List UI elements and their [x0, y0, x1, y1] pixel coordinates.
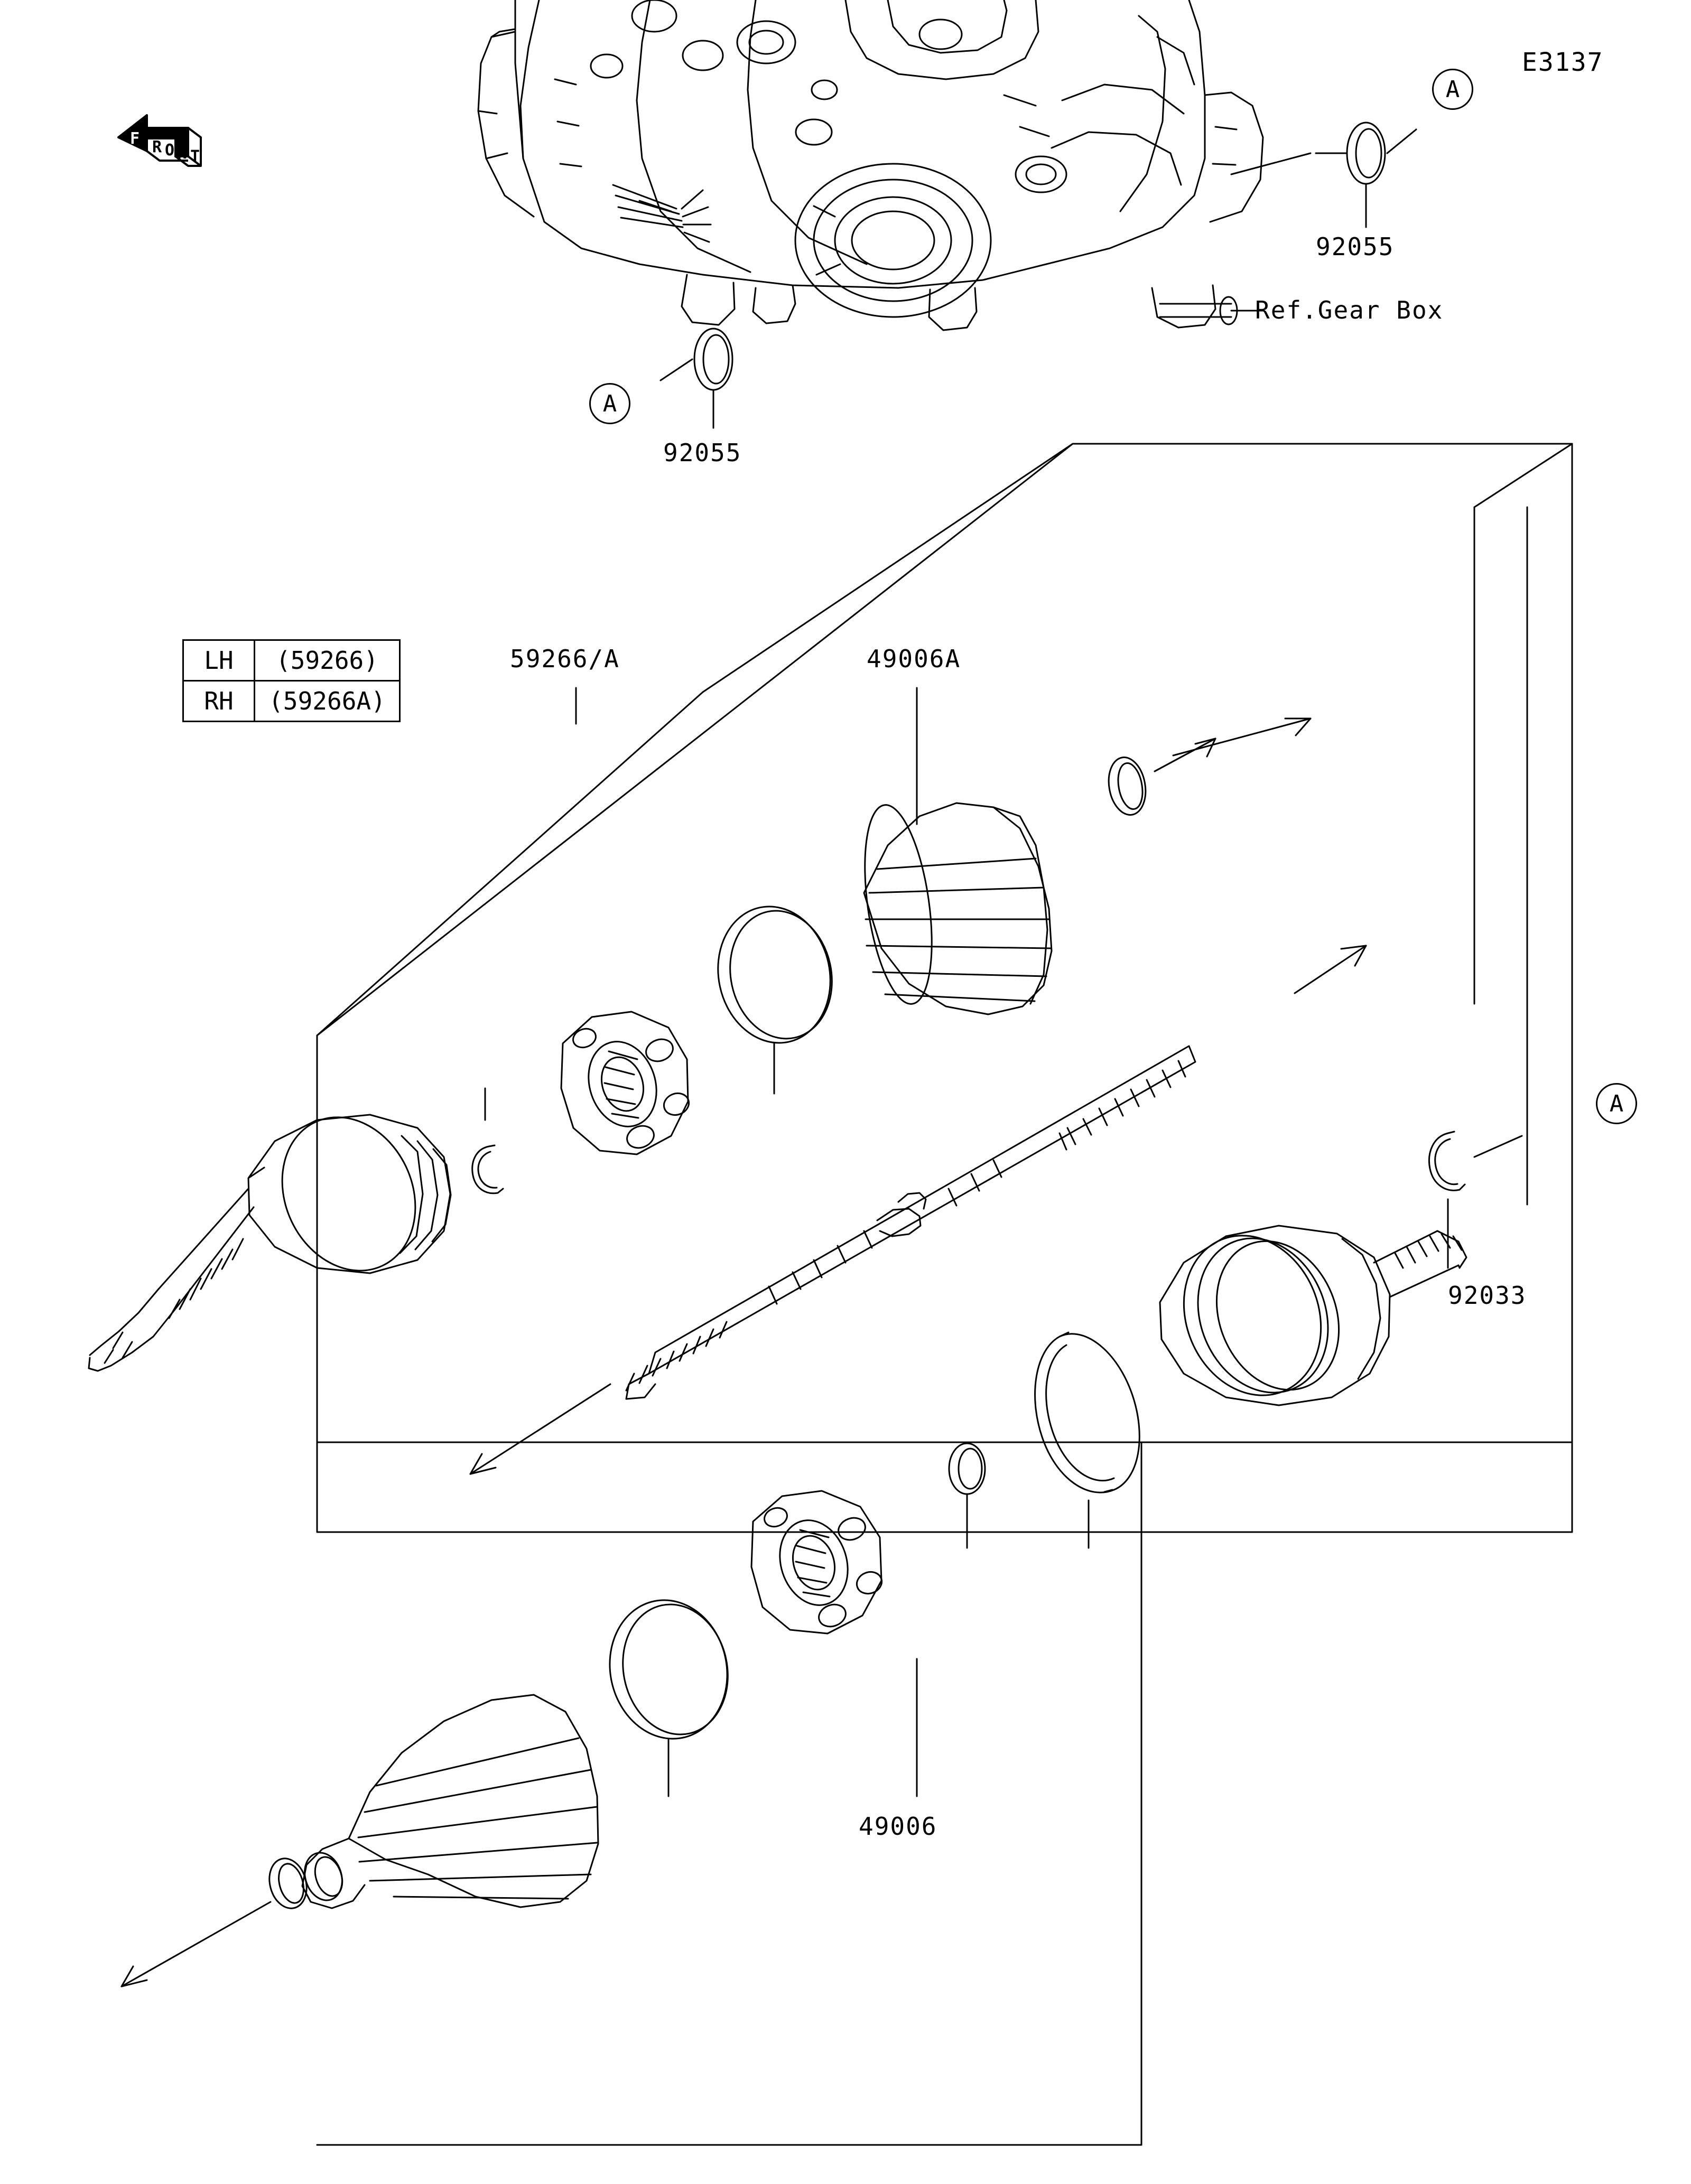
oring-left — [661, 329, 732, 428]
svg-text:O: O — [165, 141, 175, 160]
variant-side-lh: LH — [183, 640, 255, 681]
variant-part-rh: (59266A) — [255, 681, 400, 722]
drive-shaft — [626, 1046, 1195, 1399]
callout-92055-top: 92055 — [1316, 232, 1395, 261]
inner-joint-lower — [751, 1491, 885, 1634]
outer-cv-joint-left — [89, 1095, 451, 1371]
boot-band-upper — [705, 896, 843, 1094]
pointer-arrows — [470, 718, 1366, 1474]
svg-text:N: N — [178, 144, 188, 163]
variant-table — [182, 639, 401, 722]
inner-joint-upper — [561, 1012, 692, 1154]
circlip-upper-left — [472, 1088, 503, 1193]
assembly-bounding-box — [317, 444, 1572, 1442]
ring-upper-right — [1104, 739, 1215, 818]
callout-49006: 49006 — [859, 1812, 937, 1841]
boot-lower — [299, 1695, 598, 1908]
svg-text:F: F — [130, 129, 140, 148]
marker-a-left: A — [589, 383, 630, 424]
assembly-bounding-box-lower — [317, 507, 1572, 2145]
callout-92033: 92033 — [1448, 1281, 1527, 1310]
boot-upper — [854, 801, 1052, 1014]
gearbox-illustration — [478, 0, 1263, 330]
outer-cv-joint-right — [1160, 1215, 1466, 1416]
boot-band-lower — [597, 1589, 740, 1796]
ref-gear-box-label: Ref.Gear Box — [1255, 296, 1444, 324]
svg-text:T: T — [190, 147, 200, 166]
variant-part-lh: (59266) — [255, 640, 400, 681]
callout-92055-left: 92055 — [663, 438, 742, 467]
callout-59266: 59266/A — [510, 645, 620, 673]
snap-ring-lower — [1035, 1332, 1140, 1548]
callout-49006a: 49006A — [867, 645, 961, 673]
svg-text:R: R — [152, 138, 162, 156]
variant-side-rh: RH — [183, 681, 255, 722]
circlip-right — [1429, 1132, 1522, 1268]
marker-a-top-right: A — [1432, 69, 1473, 110]
table-row — [183, 640, 400, 681]
marker-a-right: A — [1596, 1083, 1637, 1124]
table-row — [183, 681, 400, 722]
ring-lower-left — [122, 1854, 312, 1986]
oring-top-right — [1231, 123, 1416, 227]
front-direction-badge — [95, 106, 222, 201]
figure-code: E3137 — [1522, 48, 1604, 77]
